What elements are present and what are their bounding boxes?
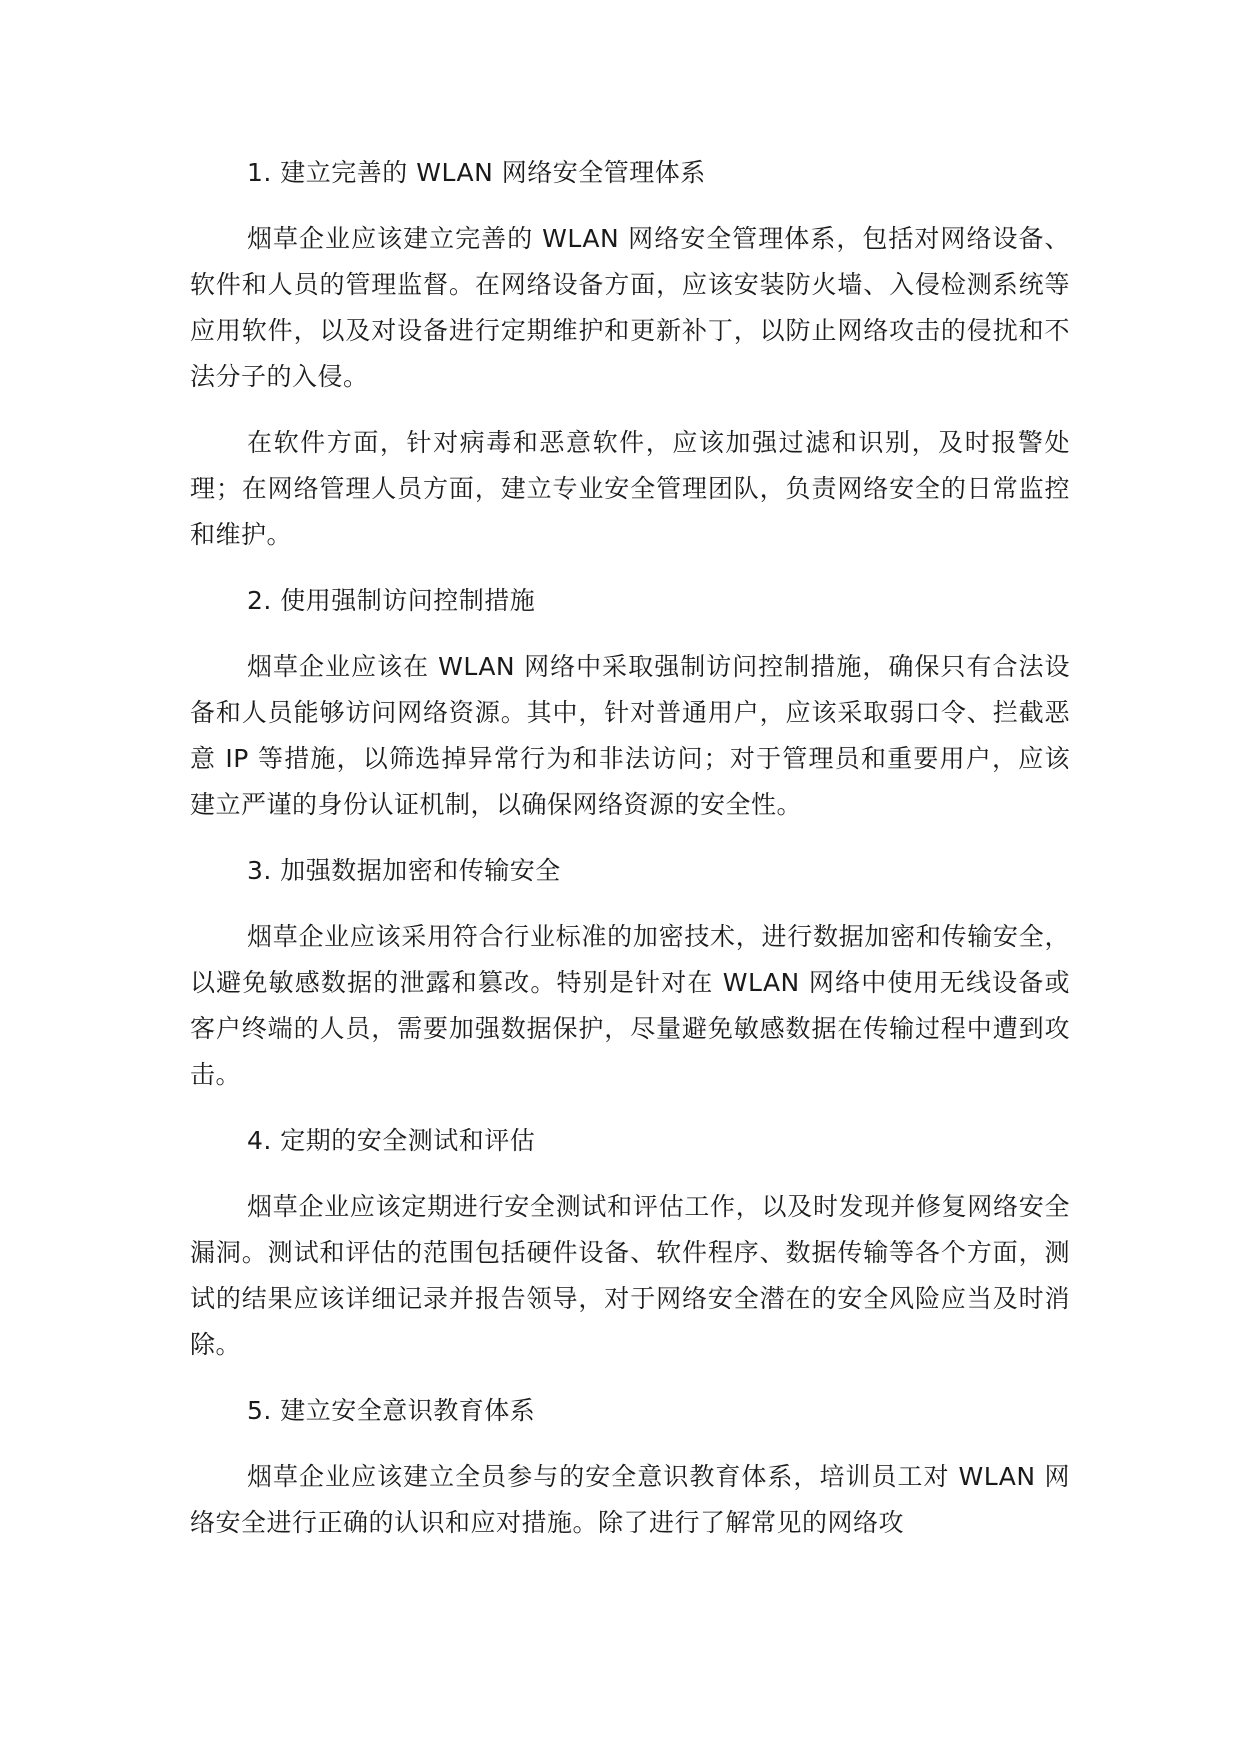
section-heading-4: 4. 定期的安全测试和评估 bbox=[247, 1126, 536, 1155]
section-1-paragraph-2: 在软件方面，针对病毒和恶意软件，应该加强过滤和识别，及时报警处理；在网络管理人员方面，建立专业安全管理团队，负责网络安全的日常监控和维护。 bbox=[190, 428, 1070, 549]
section-heading-5: 5. 建立安全意识教育体系 bbox=[247, 1396, 536, 1425]
section-heading-2: 2. 使用强制访问控制措施 bbox=[247, 586, 536, 615]
section-heading-3: 3. 加强数据加密和传输安全 bbox=[247, 856, 561, 885]
section-4-paragraph-1: 烟草企业应该定期进行安全测试和评估工作，以及时发现并修复网络安全漏洞。测试和评估的范围包括硬件设备、软件程序、数据传输等各个方面，测试的结果应该详细记录并报告领导，对于网络安全潜在的安全风险应当及时消除。 bbox=[190, 1192, 1070, 1359]
section-1-paragraph-1: 烟草企业应该建立完善的 WLAN 网络安全管理体系，包括对网络设备、软件和人员的管理监督。在网络设备方面，应该安装防火墙、入侵检测系统等应用软件，以及对设备进行定期维护和更新补丁，以防止网络攻击的侵扰和不法分子的入侵。 bbox=[190, 224, 1070, 391]
section-heading-1: 1. 建立完善的 WLAN 网络安全管理体系 bbox=[247, 158, 706, 187]
document-body bbox=[190, 150, 1070, 1566]
section-2-paragraph-1: 烟草企业应该在 WLAN 网络中采取强制访问控制措施，确保只有合法设备和人员能够访问网络资源。其中，针对普通用户，应该采取弱口令、拦截恶意 IP 等措施，以筛选掉异常行为和非法访问；对于管理员和重要用户，应该建立严谨的身份认证机制，以确保网络资源的安全性。 bbox=[190, 652, 1070, 819]
section-3-paragraph-1: 烟草企业应该采用符合行业标准的加密技术，进行数据加密和传输安全，以避免敏感数据的泄露和篡改。特别是针对在 WLAN 网络中使用无线设备或客户终端的人员，需要加强数据保护，尽量避免敏感数据在传输过程中遭到攻击。 bbox=[190, 922, 1070, 1089]
section-5-paragraph-1: 烟草企业应该建立全员参与的安全意识教育体系，培训员工对 WLAN 网络安全进行正确的认识和应对措施。除了进行了解常见的网络攻 bbox=[190, 1462, 1070, 1537]
